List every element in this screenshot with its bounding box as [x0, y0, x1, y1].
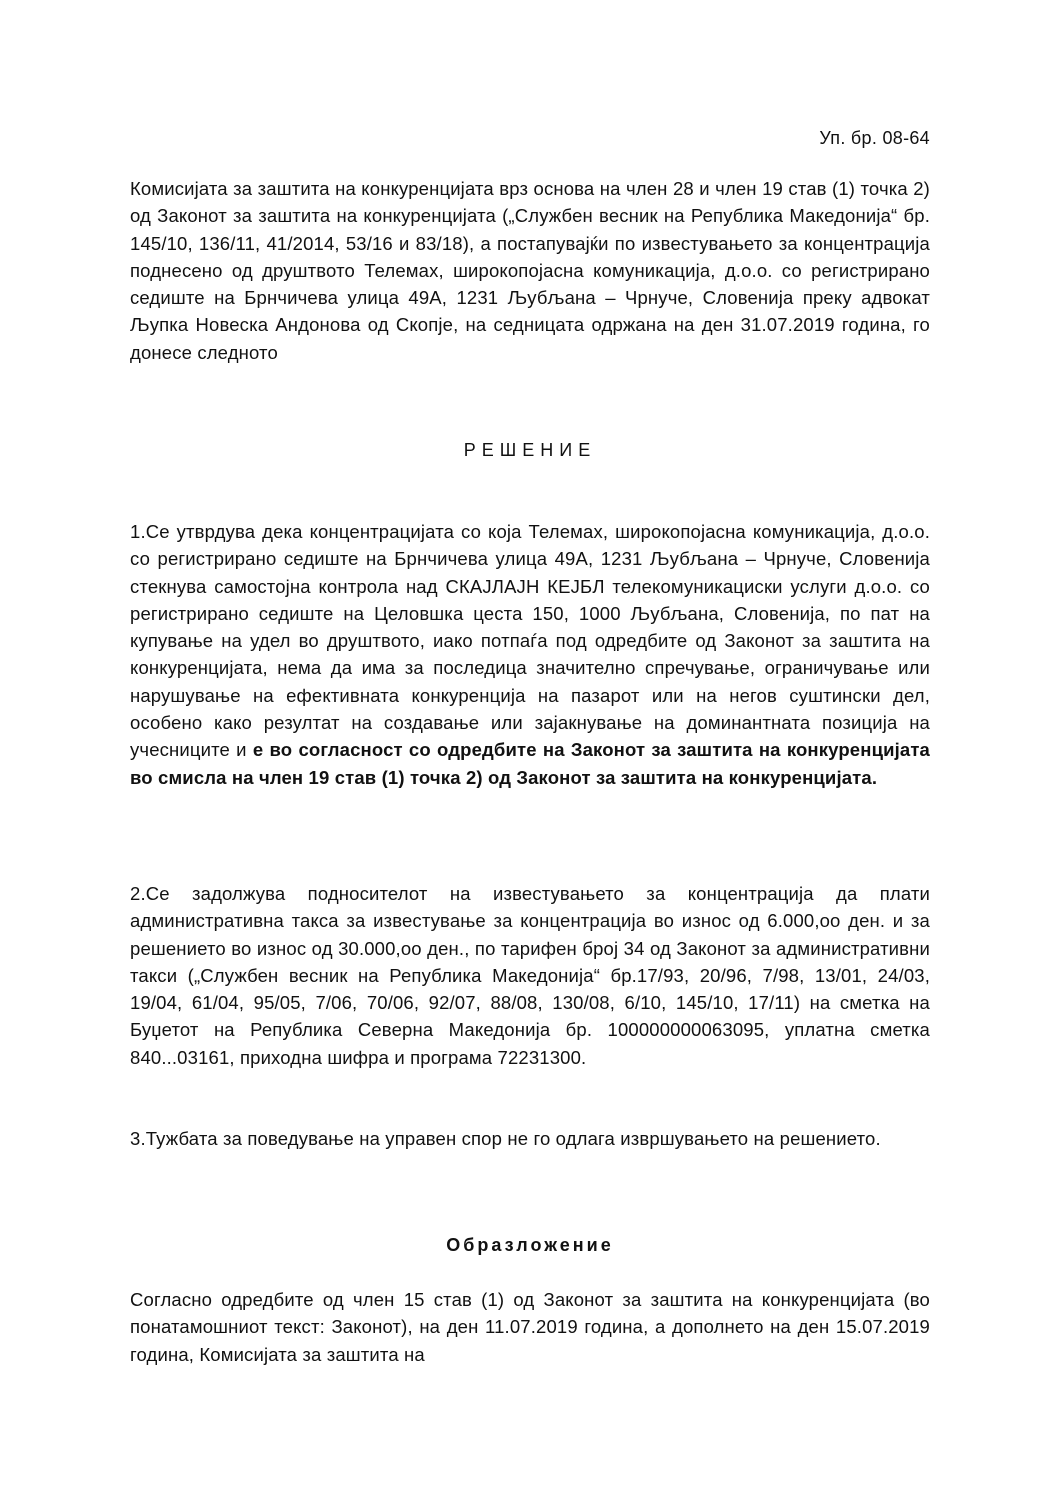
decision-point-1: [130, 518, 930, 791]
document-page: [130, 0, 930, 1497]
reasoning-paragraph: Согласно одредбите од член 15 став (1) од Законот за заштита на конкуренцијата (во понатамошниот текст: Законот), на ден 11.07.2019 година, а дополнето на ден 15.07.2019 година, Комисијата за заштита на: [130, 1289, 930, 1365]
reference-number: Уп. бр. 08-64: [819, 128, 930, 148]
intro-paragraph: Комисијата за заштита на конкуренцијата врз основа на член 28 и член 19 став (1) точка 2) од Законот за заштита на конкуренцијата („Службен весник на Република Македонија“ бр. 145/10, 136/11, 41/2014, 53/16 и 83/18), а постапувајќи по известувањето за концентрација поднесено од друштвото Телемах, широкопојасна комуникација, д.о.о. со регистрирано седиште на Брнчичева улица 49А, 1231 Љубљана – Чрнуче, Словенија преку адвокат Љупка Новеска Андонова од Скопје, на седницата одржана на ден 31.07.2019 година, го донесе следното: [130, 178, 930, 363]
decision-point-2: 2.Се задолжува подносителот на известувањето за концентрација да плати административна такса за известување за концентрација во износ од 6.000,оо ден. и за решението во износ од 30.000,оо ден., по тарифен број 34 од Законот за административни такси („Службен весник на Република Македонија“ бр.17/93, 20/96, 7/98, 13/01, 24/03, 19/04, 61/04, 95/05, 7/06, 70/06, 92/07, 88/08, 130/08, 6/10, 145/10, 17/11) на сметка на Буџетот на Република Северна Македонија бр. 100000000063095, уплатна сметка 840...03161, приходна шифра и програма 72231300.: [130, 883, 930, 1068]
decision-heading: РЕШЕНИЕ: [463, 440, 597, 460]
decision-point-3: 3.Тужбата за поведување на управен спор не го одлага извршувањето на решението.: [130, 1128, 881, 1149]
reasoning-heading: Образложение: [446, 1235, 614, 1255]
decision-point-1-text: 1.Се утврдува дека концентрацијата со која Телемах, широкопојасна комуникација, д.о.о. со регистрирано седиште на Брнчичева улица 49А, 1231 Љубљана – Чрнуче, Словенија стекнува самостојна контрола над СКАЈЛАЈН КЕЈБЛ телекомуникациски услуги д.о.о. со регистрирано седиште на Целовшка цеста 150, 1000 Љубљана, Словенија, по пат на купување на удел во друштвото, иако потпаѓа под одредбите од Законот за заштита на конкуренцијата, нема да има за последица значително спречување, ограничување или нарушување на ефективната конкуренција на пазарот или на негов суштински дел, особено како резултат на создавање или зајакнување на доминантната позиција на учесниците и: [130, 521, 930, 761]
decision-point-1-bold: е во согласност со одредбите на Законот за заштита на конкуренцијата во смисла на член 19 став (1) точка 2) од Законот за заштита на конкуренцијата.: [130, 739, 930, 788]
